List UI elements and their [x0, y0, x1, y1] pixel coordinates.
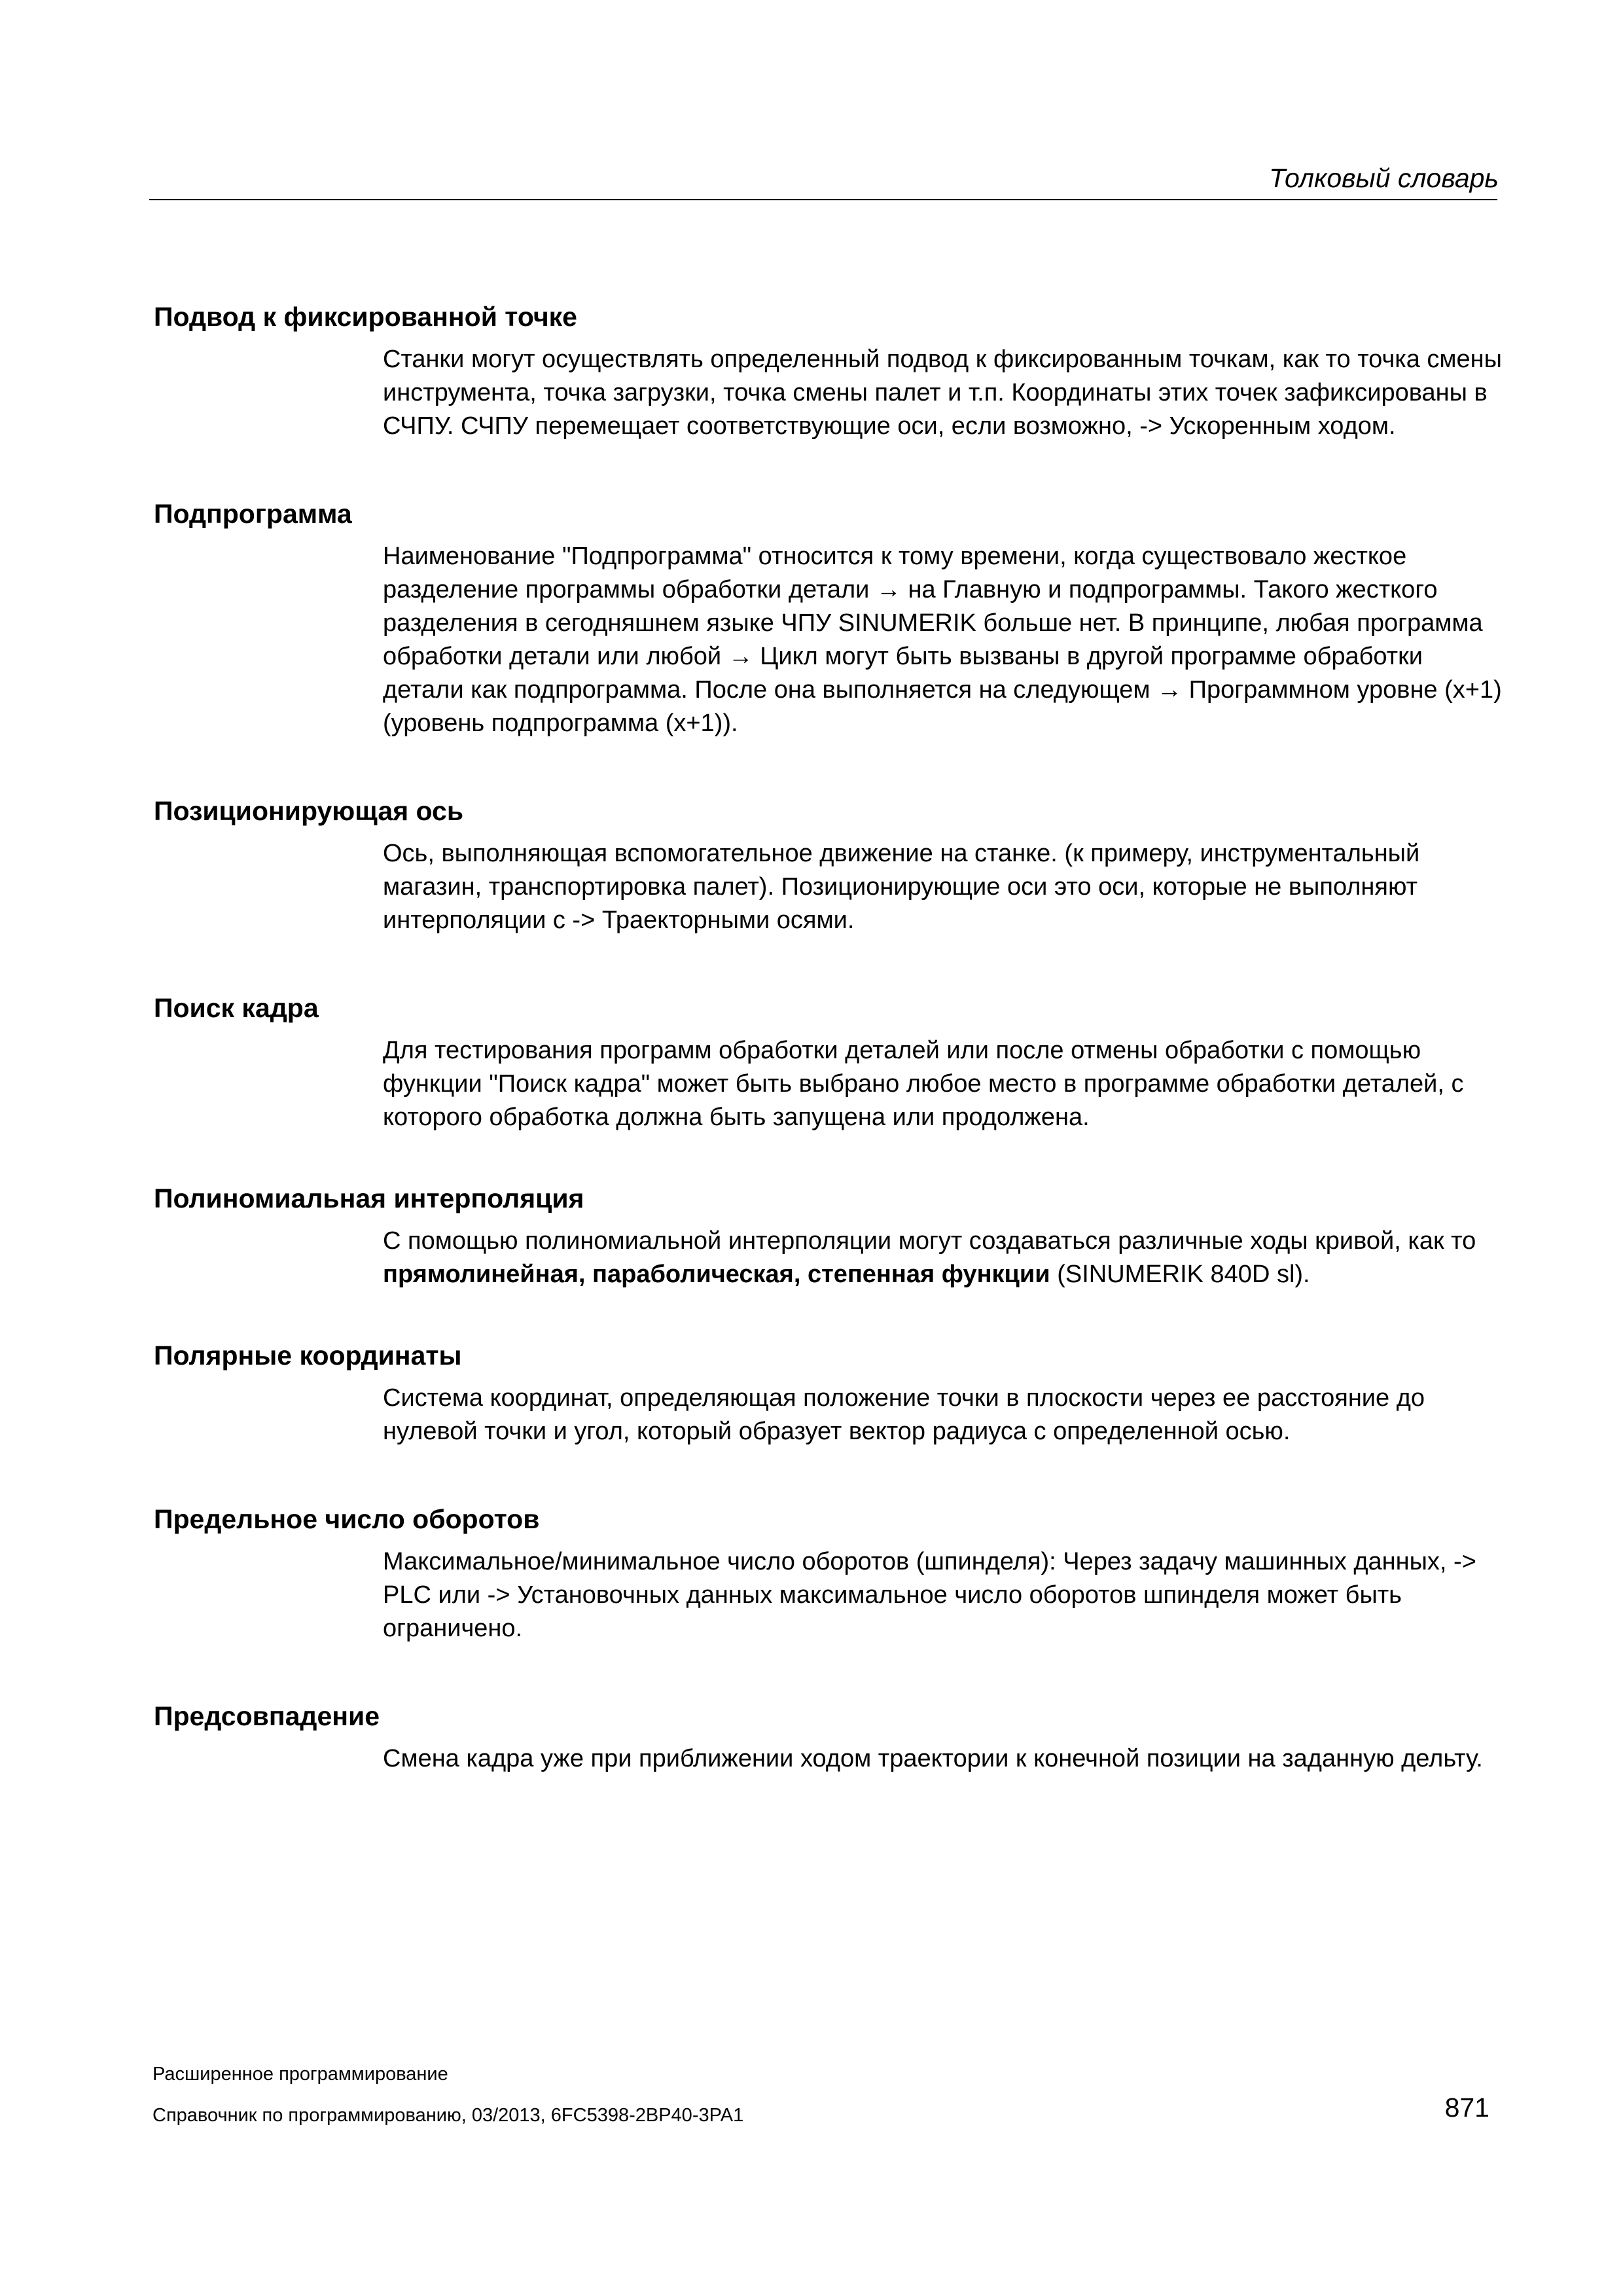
glossary-term: Подвод к фиксированной точке	[154, 302, 577, 332]
glossary-definition: Станки могут осуществлять определенный подвод к фиксированным точкам, как то точка смены инструмента, точка загрузки, точка смены палет и т.п. Координаты этих точек зафиксированы в СЧПУ. СЧПУ перемещает соответствующие оси, если возможно, -> Ускоренным ходом.	[383, 346, 1502, 440]
glossary-term: Позиционирующая ось	[154, 796, 464, 826]
glossary-term: Полярные координаты	[154, 1340, 462, 1371]
glossary-definition: Система координат, определяющая положение точки в плоскости через ее расстояние до нулевой точки и угол, который образует вектор радиуса с определенной осью.	[383, 1384, 1425, 1445]
glossary-content	[154, 300, 1502, 1776]
definition-text: С помощью полиномиальной интерполяции могут создаваться различные ходы кривой, как то	[383, 1227, 1476, 1255]
glossary-entry	[154, 1338, 1502, 1448]
glossary-definition: Ось, выполняющая вспомогательное движение на станке. (к примеру, инструментальный магазин, транспортировка палет). Позиционирующие оси это оси, которые не выполняют интерполяции с -> Траекторными осями.	[383, 840, 1420, 934]
glossary-term: Предсовпадение	[154, 1701, 380, 1731]
footer-document-info: Справочник по программированию, 03/2013, 6FC5398-2BP40-3PA1	[152, 2105, 744, 2126]
glossary-term: Полиномиальная интерполяция	[154, 1183, 584, 1213]
definition-bold-text: прямолинейная, параболическая, степенная функции	[383, 1261, 1050, 1288]
footer-document-title: Расширенное программирование	[152, 2064, 448, 2085]
running-header-title: Толковый словарь	[1269, 163, 1499, 193]
glossary-entry	[154, 991, 1502, 1134]
glossary-definition: Наименование "Подпрограмма" относится к тому времени, когда существовало жесткое разделение программы обработки детали → на Главную и подпрограммы. Такого жесткого разделения в сегодняшнем языке ЧПУ SINUMERIK больше нет. В принципе, любая программа обработки детали или любой → Цикл могут быть вызваны в другой программе обработки детали как подпрограмма. После она выполняется на следующем → Программном уровне (x+1) (уровень подпрограмма (x+1)).	[383, 543, 1502, 737]
glossary-entry	[154, 300, 1502, 443]
glossary-entry	[154, 1502, 1502, 1645]
glossary-definition: Максимальное/минимальное число оборотов (шпинделя): Через задачу машинных данных, -> PLC или -> Установочных данных максимальное число оборотов шпинделя может быть ограничено.	[383, 1548, 1476, 1642]
header-divider	[149, 199, 1497, 200]
glossary-entry	[154, 1181, 1502, 1291]
glossary-entry	[154, 497, 1502, 740]
glossary-definition	[383, 1225, 1502, 1291]
glossary-term: Поиск кадра	[154, 993, 319, 1023]
glossary-definition: Для тестирования программ обработки деталей или после отмены обработки с помощью функции "Поиск кадра" может быть выбрано любое место в программе обработки деталей, с которого обработка должна быть запущена или продолжена.	[383, 1037, 1464, 1131]
glossary-definition: Смена кадра уже при приближении ходом траектории к конечной позиции на заданную дельту.	[383, 1745, 1483, 1772]
glossary-entry	[154, 1699, 1502, 1776]
glossary-term: Предельное число оборотов	[154, 1504, 540, 1534]
definition-text: (SINUMERIK 840D sl).	[1050, 1261, 1310, 1288]
glossary-term: Подпрограмма	[154, 499, 352, 529]
page-number: 871	[1444, 2092, 1489, 2123]
glossary-entry	[154, 794, 1502, 937]
